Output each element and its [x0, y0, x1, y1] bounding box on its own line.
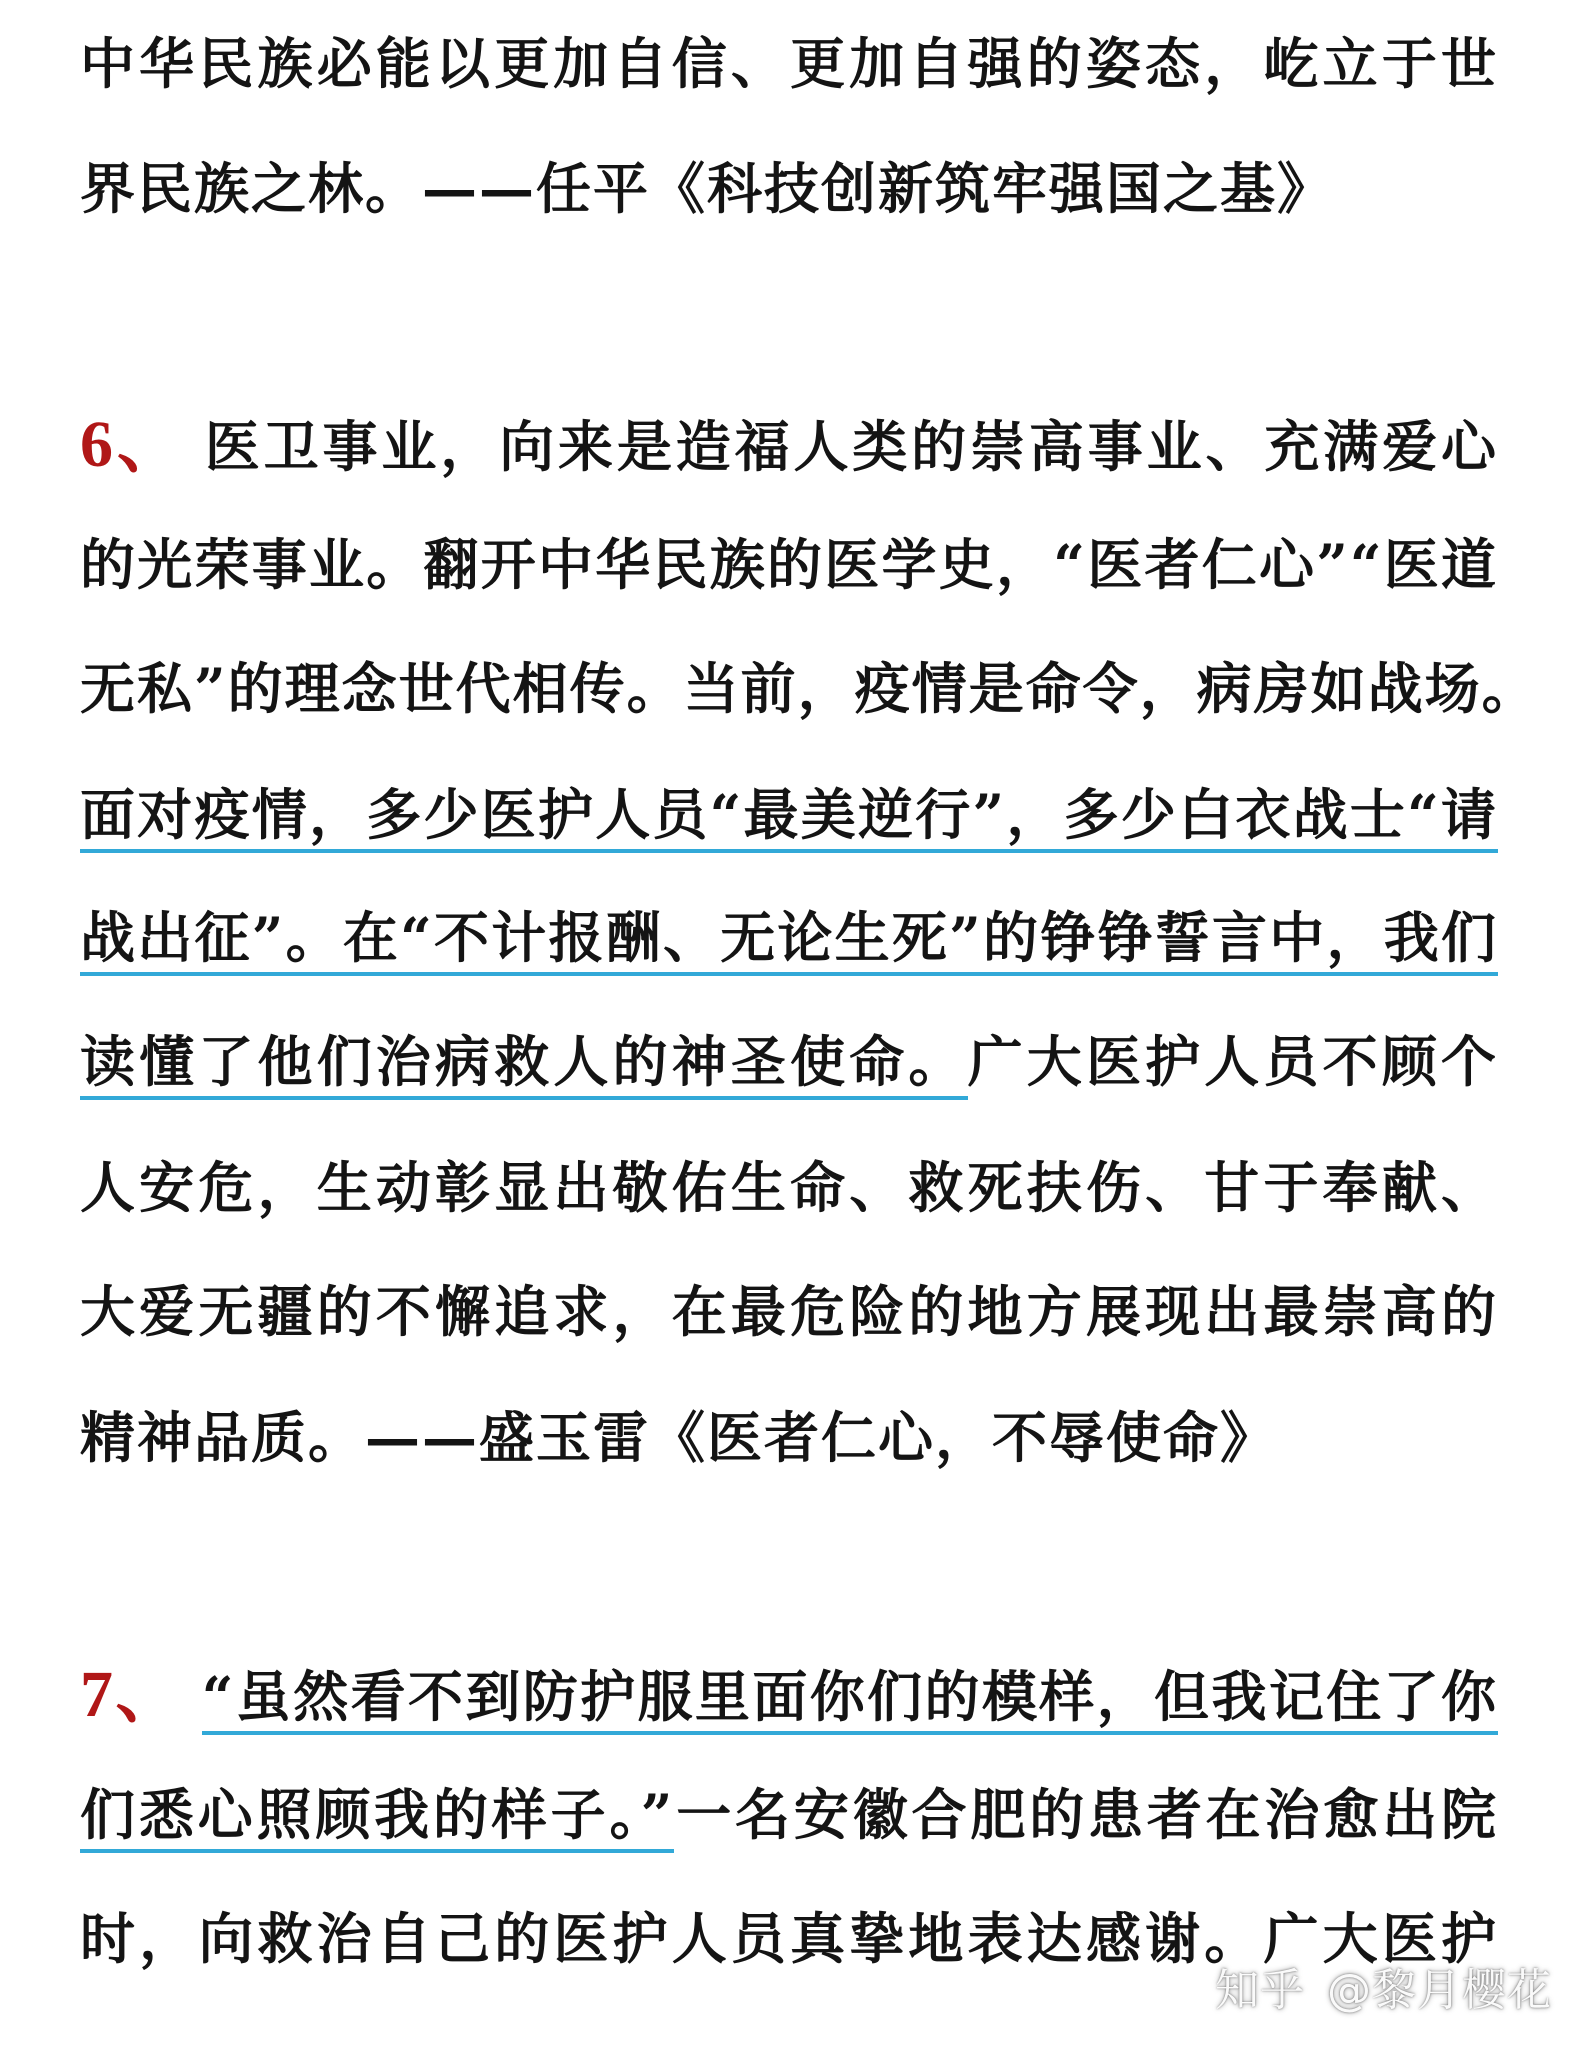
para6-line1-text: 医卫事业，向来是造福人类的崇高事业、充满爱心 [204, 414, 1498, 479]
para7-line2-rest: 一名安徽合肥的患者在治愈出院 [674, 1782, 1498, 1847]
para7-number: 7、 [80, 1658, 184, 1731]
para6-line9: 精神品质。——盛玉雷《医者仁心，不辱使命》 [80, 1405, 1278, 1470]
para6-line8: 大爱无疆的不懈追求，在最危险的地方展现出最崇高的 [80, 1279, 1498, 1344]
para6-line4 [80, 780, 1498, 850]
para7-line1-highlight: “虽然看不到防护服里面你们的模样，但我记住了你 [202, 1664, 1498, 1735]
para6-line4-highlight: 面对疫情，多少医护人员“最美逆行”，多少白衣战士“请 [80, 782, 1498, 853]
para6-line3: 无私”的理念世代相传。当前，疫情是命令，病房如战场。 [80, 656, 1539, 721]
para6-line7: 人安危，生动彰显出敬佑生命、救死扶伤、甘于奉献、 [80, 1155, 1498, 1220]
para5-line2: 界民族之林。——任平《科技创新筑牢强国之基》 [80, 156, 1335, 221]
para7-line2-highlight: 们悉心照顾我的样子。” [80, 1782, 674, 1853]
para6-line2: 的光荣事业。翻开中华民族的医学史，“医者仁心”“医道 [80, 532, 1498, 597]
para7-line1 [80, 1660, 1498, 1730]
watermark-site: 知乎 [1215, 1965, 1305, 2016]
watermark-author: @黎月樱花 [1327, 1965, 1552, 2016]
para5-line1: 中华民族必能以更加自信、更加自强的姿态，屹立于世 [80, 31, 1498, 96]
para6-number: 6、 [80, 408, 187, 481]
para6-line5 [80, 903, 1498, 973]
para6-line6 [80, 1027, 1498, 1097]
para6-line6-highlight: 读懂了他们治病救人的神圣使命。 [80, 1029, 968, 1100]
para6-line5-highlight: 战出征”。在“不计报酬、无论生死”的铮铮誓言中，我们 [80, 905, 1498, 976]
zhihu-watermark [1215, 1954, 1552, 2018]
para7-line2 [80, 1780, 1498, 1850]
para7-line3: 时，向救治自己的医护人员真挚地表达感谢。广大医护 [80, 1906, 1498, 1971]
para6-line1 [80, 410, 1498, 480]
para6-line6-rest: 广大医护人员不顾个 [967, 1029, 1498, 1094]
